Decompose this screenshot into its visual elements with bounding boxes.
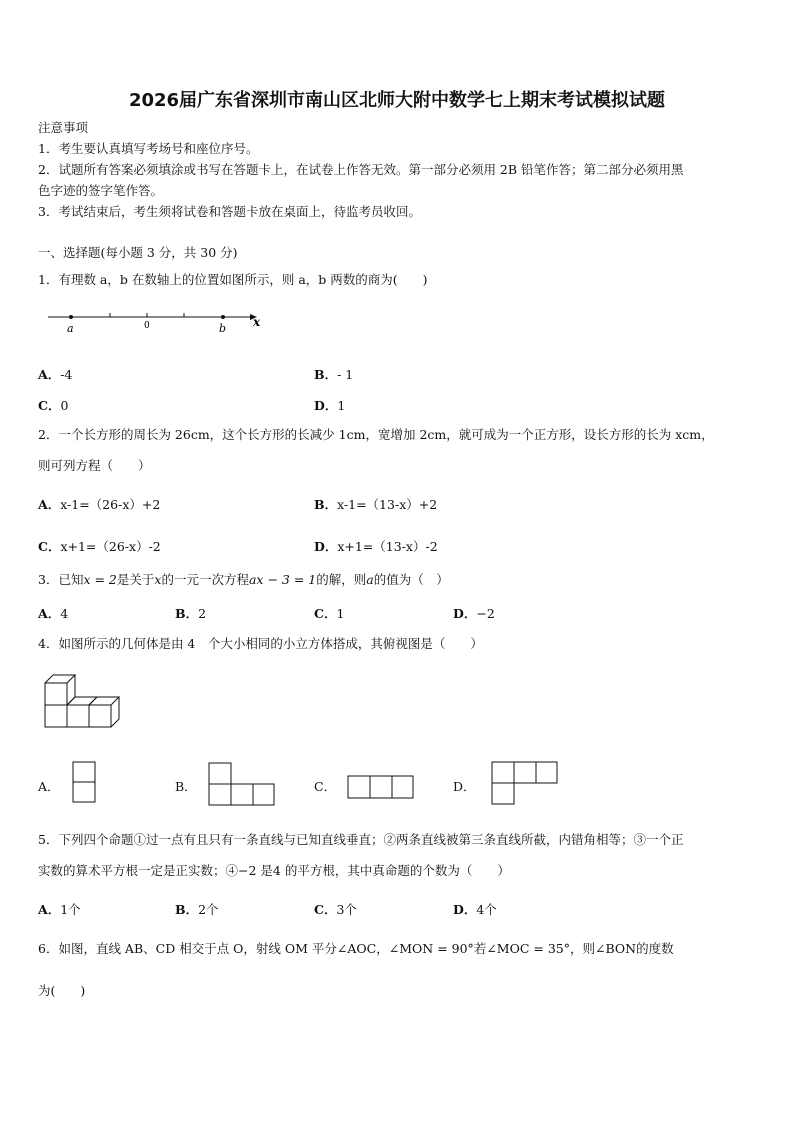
q4-option-d-label: D． xyxy=(453,779,476,794)
question-3-text: 3．已知x = 2是关于x的一元一次方程ax − 3 = 1的解，则a的值为（ ） xyxy=(38,572,449,587)
q4-option-c-figure xyxy=(347,775,415,801)
q4-option-a-figure xyxy=(72,761,98,805)
q2-option-a: A．x-1=（26-x）+2 xyxy=(38,497,161,512)
section-heading: 一、选择题(每小题 3 分，共 30 分) xyxy=(38,245,238,260)
q4-option-b-label: B． xyxy=(175,779,197,794)
q5-option-c: C．3个 xyxy=(314,902,357,917)
axis-label-zero: 0 xyxy=(144,321,150,331)
number-line-figure xyxy=(40,306,270,336)
q1-option-b: B．- 1 xyxy=(314,367,354,382)
q2-option-c: C．x+1=（26-x）-2 xyxy=(38,539,161,554)
notice-item-1: 1．考生要认真填写考场号和座位序号。 xyxy=(38,141,259,156)
q5-option-a: A．1个 xyxy=(38,902,81,917)
page-title: 2026届广东省深圳市南山区北师大附中数学七上期末考试模拟试题 xyxy=(128,90,666,111)
q1-option-a: A．-4 xyxy=(38,367,73,382)
q2-option-d: D．x+1=（13-x）-2 xyxy=(314,539,438,554)
question-5-line-2: 实数的算术平方根一定是正实数；④−2 是4 的平方根，其中真命题的个数为（ ） xyxy=(38,863,510,878)
question-5-line-1: 5．下列四个命题①过一点有且只有一条直线与已知直线垂直；②两条直线被第三条直线所截，内错角相等；③一个正 xyxy=(38,832,684,847)
question-1-text: 1．有理数 a，b 在数轴上的位置如图所示，则 a，b 两数的商为( ) xyxy=(38,272,428,287)
q4-option-a-label: A． xyxy=(38,779,60,794)
cube-solid-figure xyxy=(40,670,130,732)
q3-option-a: A．4 xyxy=(38,606,69,621)
axis-label-x: x xyxy=(253,315,261,329)
q5-option-d: D．4个 xyxy=(453,902,497,917)
q3-option-b: B．2 xyxy=(175,606,207,621)
axis-label-a: a xyxy=(67,322,74,335)
notice-item-3: 3．考试结束后，考生须将试卷和答题卡放在桌面上，待监考员收回。 xyxy=(38,204,421,219)
q4-option-b-figure xyxy=(208,762,276,808)
q4-option-d-figure xyxy=(491,761,559,807)
q4-option-c-label: C． xyxy=(314,779,337,794)
question-2-line-2: 则可列方程（ ） xyxy=(38,458,151,473)
q3-option-d: D．−2 xyxy=(453,606,495,621)
q1-option-c: C．0 xyxy=(38,398,69,413)
notice-item-2: 2．试题所有答案必须填涂或书写在答题卡上，在试卷上作答无效。第一部分必须用 2B 铅笔作答；第二部分必须用黑 xyxy=(38,162,684,177)
q5-option-b: B．2个 xyxy=(175,902,219,917)
q2-option-b: B．x-1=（13-x）+2 xyxy=(314,497,438,512)
axis-label-b: b xyxy=(219,322,227,335)
question-2-line-1: 2．一个长方形的周长为 26cm，这个长方形的长减少 1cm，宽增加 2cm，就可成为一个正方形，设长方形的长为 xcm， xyxy=(38,427,714,442)
notice-heading: 注意事项 xyxy=(38,120,89,135)
question-4-text: 4．如图所示的几何体是由 4 个大小相同的小立方体搭成，其俯视图是（ ） xyxy=(38,636,483,651)
question-6-line-2: 为( ) xyxy=(38,983,86,998)
question-6-line-1: 6．如图，直线 AB、CD 相交于点 O，射线 OM 平分∠AOC，∠MON = 90°若∠MOC = 35°，则∠BON的度数 xyxy=(38,941,674,956)
q1-option-d: D．1 xyxy=(314,398,346,413)
q3-option-c: C．1 xyxy=(314,606,345,621)
notice-item-2-cont: 色字迹的签字笔作答。 xyxy=(38,183,164,198)
